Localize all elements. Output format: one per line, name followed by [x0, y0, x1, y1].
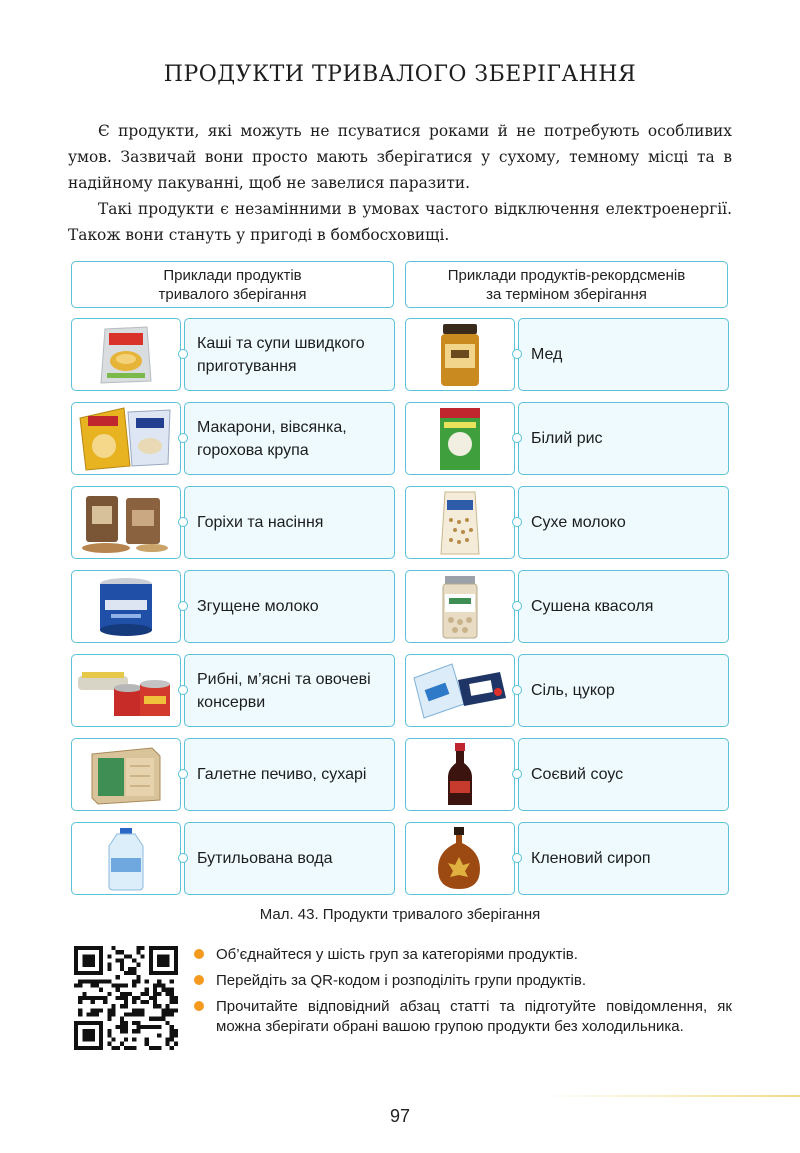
list-item-label: Рибні, м’ясні та овочеві консерви: [184, 654, 395, 727]
connector-dot: [178, 349, 188, 359]
connector-dot: [512, 685, 522, 695]
list-item: [71, 822, 395, 895]
list-item: [71, 486, 395, 559]
list-item: [405, 654, 729, 727]
list-item-label: Кленовий сироп: [518, 822, 729, 895]
intro-paragraph-1: Є продукти, які можуть не псуватися роками й не потребують особливих умов. Зазвичай вони просто мають зберігатися у сухому, темному місці та в надійному пакуванні, щоб не завелися паразити.: [68, 122, 732, 192]
task-text: Перейдіть за QR-кодом і розподіліть групи продуктів.: [216, 972, 586, 989]
canned-food-icon: [71, 654, 181, 727]
decorative-divider: [540, 1095, 800, 1097]
instant-soup-pack-icon: [71, 318, 181, 391]
list-item: [405, 402, 729, 475]
intro-text: [68, 118, 732, 248]
connector-dot: [178, 601, 188, 611]
list-item-label: Галетне печиво, сухарі: [184, 738, 395, 811]
list-item: [192, 997, 732, 1037]
list-item: [71, 318, 395, 391]
water-bottle-icon: [71, 822, 181, 895]
maple-syrup-bottle-icon: [405, 822, 515, 895]
long-storage-column: [71, 261, 394, 867]
powdered-milk-bag-icon: [405, 486, 515, 559]
list-item-label: Білий рис: [518, 402, 729, 475]
connector-dot: [512, 601, 522, 611]
list-item-label: Мед: [518, 318, 729, 391]
list-item-label: Каші та супи швидкого приготування: [184, 318, 395, 391]
connector-dot: [512, 853, 522, 863]
biscuits-box-icon: [71, 738, 181, 811]
connector-dot: [178, 433, 188, 443]
connector-dot: [512, 769, 522, 779]
list-item: [192, 971, 732, 991]
pasta-oats-pack-icon: [71, 402, 181, 475]
list-item: [71, 654, 395, 727]
list-item: [405, 822, 729, 895]
list-item-label: Макарони, вівсянка, горохова крупа: [184, 402, 395, 475]
bullet-icon: [194, 975, 204, 985]
long-storage-header-line2: тривалого зберігання: [158, 285, 307, 303]
condensed-milk-can-icon: [71, 570, 181, 643]
list-item: [405, 486, 729, 559]
list-item: [192, 945, 732, 965]
nuts-seeds-bags-icon: [71, 486, 181, 559]
list-item: [405, 738, 729, 811]
list-item: [405, 318, 729, 391]
bullet-icon: [194, 1001, 204, 1011]
connector-dot: [178, 517, 188, 527]
list-item-label: Сухе молоко: [518, 486, 729, 559]
list-item: [71, 402, 395, 475]
honey-jar-icon: [405, 318, 515, 391]
list-item-label: Соєвий соус: [518, 738, 729, 811]
long-storage-header-line1: Приклади продуктів: [163, 266, 302, 284]
task-list: [192, 945, 732, 1043]
task-text: Об’єднайтеся у шість груп за категоріями продуктів.: [216, 946, 578, 963]
bullet-icon: [194, 949, 204, 959]
record-storage-header-line2: за терміном зберігання: [486, 285, 647, 303]
salt-sugar-packs-icon: [405, 654, 515, 727]
task-text: Прочитайте відповідний абзац статті та підготуйте повідомлення, як можна зберігати обрані вашою групою продукти без холодильника.: [216, 998, 732, 1035]
connector-dot: [178, 685, 188, 695]
list-item-label: Згущене молоко: [184, 570, 395, 643]
intro-paragraph-2: Такі продукти є незамінними в умовах частого відключення електроенергії. Також вони стануть у пригоді в бомбосховищі.: [68, 200, 732, 244]
soy-sauce-bottle-icon: [405, 738, 515, 811]
page-title: ПРОДУКТИ ТРИВАЛОГО ЗБЕРІГАННЯ: [163, 62, 637, 87]
page-number: 97: [389, 1106, 411, 1126]
list-item: [71, 570, 395, 643]
list-item-label: Горіхи та насіння: [184, 486, 395, 559]
long-storage-header: [71, 261, 394, 308]
list-item: [71, 738, 395, 811]
connector-dot: [178, 769, 188, 779]
qr-code-icon[interactable]: [74, 946, 178, 1050]
rice-box-icon: [405, 402, 515, 475]
connector-dot: [512, 349, 522, 359]
list-item-label: Сіль, цукор: [518, 654, 729, 727]
list-item-label: Сушена квасоля: [518, 570, 729, 643]
record-storage-header: [405, 261, 728, 308]
record-storage-column: [405, 261, 728, 867]
connector-dot: [512, 433, 522, 443]
figure-caption: Мал. 43. Продукти тривалого зберігання: [259, 906, 541, 923]
record-storage-header-line1: Приклади продуктів-рекордсменів: [447, 266, 686, 284]
connector-dot: [512, 517, 522, 527]
list-item-label: Бутильована вода: [184, 822, 395, 895]
dried-beans-jar-icon: [405, 570, 515, 643]
list-item: [405, 570, 729, 643]
connector-dot: [178, 853, 188, 863]
